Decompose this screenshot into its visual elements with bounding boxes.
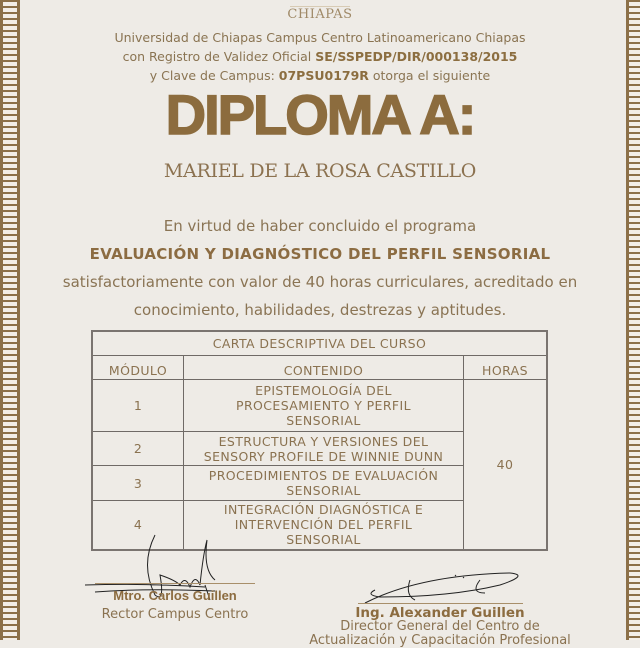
total-hours: 40 (464, 380, 548, 550)
module-content: ESTRUCTURA Y VERSIONES DEL SENSORY PROFILE DE WINNIE DUNN (184, 432, 464, 466)
module-content: INTEGRACIÓN DIAGNÓSTICA E INTERVENCIÓN DEL PERFIL SENSORIAL (184, 501, 464, 550)
signatory-role-line-2: Actualización y Capacitación Profesional (309, 633, 571, 648)
signature-block-rector (90, 583, 260, 622)
logo-text: CHIAPAS (287, 7, 353, 22)
header-modulo: MÓDULO (92, 356, 184, 380)
header-contenido: CONTENIDO (184, 356, 464, 380)
university-logo (0, 0, 640, 23)
header-line-1: Universidad de Chiapas Campus Centro Latinoamericano Chiapas (114, 30, 526, 45)
table-caption: CARTA DESCRIPTIVA DEL CURSO (92, 331, 547, 356)
clave-campus: 07PSU0179R (278, 68, 369, 83)
module-content: PROCEDIMIENTOS DE EVALUACIÓN SENSORIAL (184, 466, 464, 501)
header-line-3: y Clave de Campus: 07PSU0179R otorga el siguiente (149, 68, 491, 83)
body-line-3: satisfactoriamente con valor de 40 horas curriculares, acreditado en (62, 273, 578, 291)
body-intro: En virtud de haber concluido el programa (163, 217, 477, 235)
signature-line (95, 583, 255, 584)
course-description-table (91, 330, 548, 551)
registro-validez: SE/SSPEDP/DIR/000138/2015 (315, 49, 518, 64)
body-line-4: conocimiento, habilidades, destrezas y aptitudes. (133, 301, 507, 319)
logo-ornament-icon (290, 0, 350, 7)
signatory-role-line-1: Director General del Centro de (340, 619, 540, 634)
signatory-role: Rector Campus Centro (101, 607, 249, 622)
signature-block-director (300, 603, 580, 648)
module-number: 2 (92, 432, 184, 466)
institution-header (0, 28, 640, 85)
recipient-name: MARIEL DE LA ROSA CASTILLO (163, 160, 477, 182)
table-row (92, 380, 547, 432)
diploma-body (30, 212, 610, 324)
header-line-2: con Registro de Validez Oficial SE/SSPEDP/DIR/000138/2015 (122, 49, 518, 64)
signatory-name: Ing. Alexander Guillen (355, 605, 525, 621)
program-name: EVALUACIÓN Y DIAGNÓSTICO DEL PERFIL SENSORIAL (89, 245, 551, 263)
diploma-title: DIPLOMA A: (165, 83, 475, 146)
signatory-name: Mtro. Carlos Guillen (113, 588, 237, 603)
signature-line (358, 603, 523, 604)
header-horas: HORAS (464, 356, 548, 380)
module-number: 4 (92, 501, 184, 550)
module-content: EPISTEMOLOGÍA DEL PROCESAMIENTO Y PERFIL SENSORIAL (184, 380, 464, 432)
module-number: 1 (92, 380, 184, 432)
module-number: 3 (92, 466, 184, 501)
